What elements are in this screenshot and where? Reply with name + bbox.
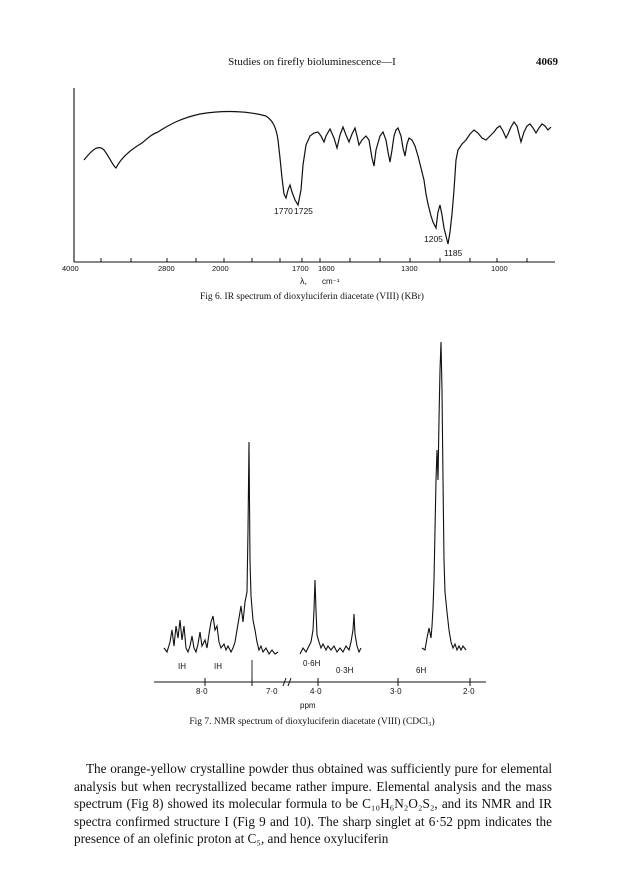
ir-peak-label: 1770 [274, 206, 293, 216]
nmr-figure-caption: Fig 7. NMR spectrum of dioxyluciferin diacetate (VIII) (CDCl₃) [189, 717, 435, 727]
body-text-part-2: and its NMR and IR spectra confirmed structure I (Fig 9 and 10). The sharp singlet at 6·52 ppm indicates the presence of an olefinic proton at C₅, and hence oxyluciferin [74, 796, 553, 846]
nmr-trace-aromatic [164, 442, 278, 654]
ir-figure-caption: Fig 6. IR spectrum of dioxyluciferin diacetate (VIII) (KBr) [200, 292, 424, 302]
ir-tick-label: 2000 [212, 264, 229, 273]
nmr-integration-label: 0·6H [303, 659, 321, 668]
nmr-integration-label: IH [178, 662, 186, 671]
nmr-tick-label: 3·0 [390, 687, 402, 696]
nmr-tick-label: 7·0 [266, 687, 278, 696]
molecular-formula: C₁₀H₆N₂O₂S₂, [362, 796, 438, 811]
body-text-part-1: The orange-yellow crystalline powder thus obtained was sufficiently pure for elemental analysis but when recrystallized became rather impure. Elemental analysis and the mass spectrum (Fig 8) showed its molecular formula to be [74, 761, 552, 811]
nmr-trace-middle [300, 580, 361, 654]
ir-axis-lambda-label: λ, [300, 276, 308, 286]
ir-tick-label: 1300 [401, 264, 418, 273]
ir-spectrum-trace [84, 112, 551, 244]
body-paragraph [74, 760, 552, 848]
ir-axis-unit-label: cm⁻¹ [322, 277, 340, 286]
nmr-tick-label: 4·0 [310, 687, 322, 696]
page-number: 4069 [536, 56, 558, 68]
ir-axis-ticks [101, 258, 527, 262]
nmr-tick-label: 8·0 [196, 687, 208, 696]
ir-peak-label: 1725 [294, 206, 313, 216]
ir-tick-label: 1600 [318, 264, 335, 273]
body-text [74, 760, 552, 848]
ir-peak-label: 1205 [424, 234, 443, 244]
running-title: Studies on firefly bioluminescence—I [228, 56, 396, 68]
nmr-integration-label: IH [214, 662, 222, 671]
ir-spectrum-figure [0, 0, 624, 330]
ir-tick-label: 2800 [158, 264, 175, 273]
nmr-integration-label: 6H [416, 666, 427, 675]
ir-tick-label: 1000 [491, 264, 508, 273]
ir-tick-label: 1700 [292, 264, 309, 273]
nmr-tick-label: 2·0 [463, 687, 475, 696]
nmr-spectrum-figure [0, 330, 624, 715]
ir-plot-frame [74, 88, 555, 262]
nmr-axis-label: ppm [300, 701, 316, 710]
nmr-integration-label: 0·3H [336, 666, 354, 675]
nmr-trace-methyl [422, 342, 466, 650]
ir-peak-label: 1185 [444, 248, 463, 258]
ir-tick-label: 4000 [62, 264, 79, 273]
